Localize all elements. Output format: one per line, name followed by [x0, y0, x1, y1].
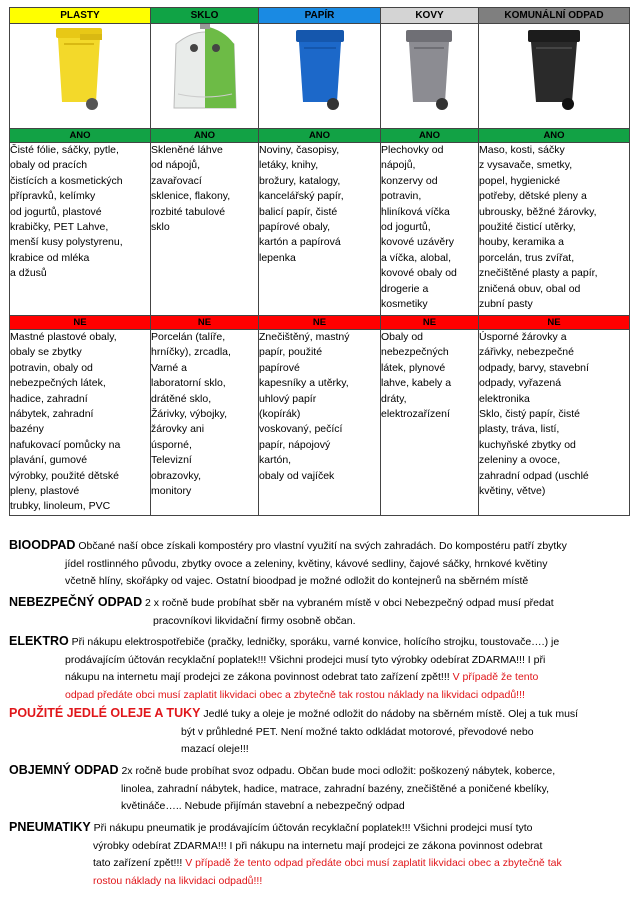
item-line: a víčka, alobal,	[381, 251, 452, 264]
item-line: elektronika	[479, 392, 530, 405]
warning-text: odpad předáte obci musí zaplatit likvidaci obec a zbytečně tak rostou náklady na likvidaci odpadů!!!	[65, 688, 525, 701]
section-nebezpecny-odpad	[9, 594, 629, 630]
section-line: květináče….. Nebude přijímán stavební a nebezpečný odpad	[121, 800, 405, 812]
item-line: odpady, barvy, stavební	[479, 361, 589, 374]
warning-text: V případě že tento odpad předáte obci musí zaplatit likvidaci obec a zbytečně tak	[185, 857, 562, 869]
yes-items-row	[10, 143, 630, 316]
item-line: brožury, katalogy,	[259, 174, 341, 187]
no-list-sklo	[151, 330, 259, 516]
item-line: kapesníky a utěrky,	[259, 377, 349, 390]
item-line: zničená obuv, obal od	[479, 282, 581, 295]
section-line: jídel rostlinného původu, zbytky ovoce a zeleniny, květiny, kávové sedliny, čajové sáčky, hrnkové květiny	[65, 557, 548, 570]
section-objemny-odpad	[9, 762, 629, 816]
yes-list-komunalni	[479, 143, 630, 316]
item-line: uhlový papír	[259, 392, 317, 405]
item-line: papírové obaly,	[259, 221, 331, 234]
section-elektro	[9, 633, 629, 704]
section-title: OBJEMNÝ ODPAD	[9, 763, 119, 777]
section-title: NEBEZPEČNÝ ODPAD	[9, 595, 143, 609]
section-line: linolea, zahradní nábytek, hadice, matrace, zahradní bazény, znečištěné a poničené kbelíky,	[121, 782, 550, 795]
yellow-bin-icon	[50, 24, 110, 112]
item-line: plavání, gumové	[10, 454, 88, 467]
ne-label: NE	[259, 316, 381, 330]
item-line: nebezpečných	[381, 346, 449, 359]
item-line: drátěné sklo,	[151, 392, 212, 405]
no-list-papir	[259, 330, 381, 516]
ano-label: ANO	[479, 129, 630, 143]
item-line: kosmetiky	[381, 298, 428, 311]
no-list-komunalni	[479, 330, 630, 516]
yes-list-papir	[259, 143, 381, 316]
item-line: menší kusy polystyrenu,	[10, 236, 123, 249]
item-line: popel, hygienické	[479, 174, 561, 187]
warning-text: rostou náklady na likvidaci odpadů!!!	[93, 874, 263, 887]
item-line: z vysavače, smetky,	[479, 159, 573, 172]
item-line: konzervy od	[381, 174, 438, 187]
item-line: krabice od mléka	[10, 251, 90, 264]
item-line: nápojů,	[381, 159, 416, 172]
item-line: látek, plynové	[381, 361, 446, 374]
item-line: přípravků, kelímky	[10, 190, 96, 203]
item-line: kartón,	[259, 454, 292, 467]
item-line: houby, keramika a	[479, 236, 565, 249]
grey-bin-icon	[400, 24, 460, 112]
item-line: Obaly od	[381, 331, 424, 343]
bin-cell-papir	[259, 24, 381, 129]
item-line: znečištěné plasty a papír,	[479, 267, 598, 280]
item-line: papírové	[259, 361, 300, 374]
item-line: elektrozařízení	[381, 408, 450, 421]
item-line: použité čisticí utěrky,	[479, 221, 576, 234]
item-line: voskovaný, pečící	[259, 423, 343, 436]
item-line: Plechovky od	[381, 144, 444, 156]
item-line: výrobky, použité dětské	[10, 469, 119, 482]
item-line: odpady, vyřazená	[479, 377, 562, 390]
item-line: porcelán, trus zvířat,	[479, 251, 575, 264]
item-line: květiny, větve)	[479, 485, 546, 498]
item-line: papír, nápojový	[259, 438, 331, 451]
item-line: balicí papír, čisté	[259, 205, 338, 218]
item-line: hrníčky), zrcadla,	[151, 346, 231, 359]
ne-label: NE	[381, 316, 479, 330]
header-plasty: PLASTY	[10, 8, 151, 24]
no-items-row	[10, 330, 630, 516]
item-line: Skleněné láhve	[151, 144, 223, 156]
section-title: BIOODPAD	[9, 538, 76, 552]
item-line: zeleniny a ovoce,	[479, 454, 561, 467]
section-line: pracovníkovi likvidační firmy osobně občan.	[153, 614, 356, 627]
section-oleje	[9, 705, 629, 759]
item-line: zářivky, nebezpečné	[479, 346, 574, 359]
item-line: Sklo, čistý papír, čisté	[479, 408, 580, 421]
item-line: obaly od pracích	[10, 159, 88, 172]
item-line: nafukovací pomůcky na	[10, 438, 121, 451]
item-line: hliníková víčka	[381, 205, 450, 218]
item-line: obaly se zbytky	[10, 346, 82, 359]
section-line: včetně hlíny, skořápky od vajec. Ostatní bioodpad je možné odložit do kontejnerů na sběrném místě	[65, 575, 529, 587]
no-list-plasty	[10, 330, 151, 516]
ano-label: ANO	[381, 129, 479, 143]
item-line: potravin, obaly od	[10, 361, 93, 374]
section-pneumatiky	[9, 819, 629, 890]
yes-list-kovy	[381, 143, 479, 316]
section-line: Občané naší obce získali kompostéry pro vlastní využití na svých zahradách. Do kompostéru patří zbytky	[78, 540, 567, 552]
item-line: laboratorní sklo,	[151, 377, 226, 390]
waste-sorting-table	[9, 7, 630, 516]
item-line: a džusů	[10, 267, 47, 280]
item-line: Televizní	[151, 454, 192, 467]
blue-bin-icon	[290, 24, 350, 112]
section-title: ELEKTRO	[9, 634, 69, 648]
item-line: sklenice, flakony,	[151, 190, 231, 203]
header-row	[10, 8, 630, 24]
item-line: lepenka	[259, 251, 296, 264]
item-line: Mastné plastové obaly,	[10, 331, 117, 343]
item-line: rozbité tabulové	[151, 205, 226, 218]
black-bin-icon	[522, 24, 586, 112]
item-line: úsporné,	[151, 438, 192, 451]
item-line: zavařovací	[151, 174, 202, 187]
item-line: monitory	[151, 485, 192, 498]
item-line: nebezpečných látek,	[10, 377, 106, 390]
item-line: papír, použité	[259, 346, 323, 359]
section-title: PNEUMATIKY	[9, 820, 91, 834]
section-line: být v průhledné PET. Není možné takto odkládat motorové, převodové nebo	[181, 725, 534, 738]
item-line: Noviny, časopisy,	[259, 144, 340, 156]
item-line: potřeby, dětské pleny a	[479, 190, 587, 203]
item-line: od jogurtů, plastové	[10, 205, 102, 218]
bin-images-row	[10, 24, 630, 129]
ne-label: NE	[151, 316, 259, 330]
item-line: trubky, linoleum, PVC	[10, 500, 111, 513]
section-line: mazací oleje!!!	[181, 743, 249, 755]
item-line: bazény	[10, 423, 44, 436]
no-list-kovy	[381, 330, 479, 516]
ne-row	[10, 316, 630, 330]
item-line: čistících a kosmetických	[10, 174, 123, 187]
item-line: zubní pasty	[479, 298, 533, 311]
item-line: krabičky, PET Lahve,	[10, 221, 109, 234]
section-line: Jedlé tuky a oleje je možné odložit do nádoby na sběrném místě. Olej a tuk musí	[203, 708, 579, 720]
ano-label: ANO	[10, 129, 151, 143]
section-line: tato zařízení zpět!!!	[93, 857, 183, 869]
yes-list-plasty	[10, 143, 151, 316]
section-line: 2 x ročně bude probíhat sběr na vybraném místě v obci Nebezpečný odpad musí předat	[145, 597, 554, 609]
item-line: kartón a papírová	[259, 236, 341, 249]
item-line: obaly od vajíček	[259, 469, 335, 482]
item-line: ubrousky, běžné žárovky,	[479, 205, 597, 218]
item-line: Znečištěný, mastný	[259, 331, 350, 343]
section-line: prodávajícím účtován recyklační poplatek!!! Všichni prodejci musí tyto výrobky odebírat ZDARMA!!! I při	[65, 653, 546, 666]
item-line: od nápojů,	[151, 159, 201, 172]
item-line: (kopírák)	[259, 408, 301, 421]
item-line: žárovky ani	[151, 423, 205, 436]
section-line: Při nákupu elektrospotřebiče (pračky, ledničky, sporáku, varné konvice, holícího strojku, toustovače….) je	[71, 636, 560, 648]
item-line: nábytek, zahradní	[10, 408, 94, 421]
bin-cell-plasty	[10, 24, 151, 129]
header-komunalni: KOMUNÁLNÍ ODPAD	[479, 8, 630, 24]
section-line: 2x ročně bude probíhat svoz odpadu. Občan bude moci odložit: poškozený nábytek, koberce,	[121, 765, 556, 777]
item-line: Čisté fólie, sáčky, pytle,	[10, 144, 119, 156]
item-line: Žárivky, výbojky,	[151, 408, 228, 421]
ano-row	[10, 129, 630, 143]
glass-bank-icon	[166, 24, 244, 116]
header-sklo: SKLO	[151, 8, 259, 24]
item-line: lahve, kabely a	[381, 377, 452, 390]
item-line: Maso, kosti, sáčky	[479, 144, 565, 156]
yes-list-sklo	[151, 143, 259, 316]
item-line: pleny, plastové	[10, 485, 80, 498]
item-line: Úsporné žárovky a	[479, 331, 567, 343]
bin-cell-kovy	[381, 24, 479, 129]
ne-label: NE	[479, 316, 630, 330]
item-line: letáky, knihy,	[259, 159, 319, 172]
item-line: zahradní odpad (uschlé	[479, 469, 589, 482]
ano-label: ANO	[259, 129, 381, 143]
item-line: kovové obaly od	[381, 267, 457, 280]
item-line: drogerie a	[381, 282, 429, 295]
item-line: Porcelán (talíře,	[151, 331, 226, 343]
bin-cell-komunalni	[479, 24, 630, 129]
section-line: Při nákupu pneumatik je prodávajícím účtován recyklační poplatek!!! Všichni prodejci musí tyto	[93, 822, 533, 834]
item-line: dráty,	[381, 392, 407, 405]
item-line: sklo	[151, 221, 170, 234]
item-line: kovové uzávěry	[381, 236, 454, 249]
item-line: potravin,	[381, 190, 422, 203]
item-line: plasty, tráva, listí,	[479, 423, 560, 436]
item-line: od jogurtů,	[381, 221, 431, 234]
section-title: POUŽITÉ JEDLÉ OLEJE A TUKY	[9, 706, 201, 720]
item-line: obrazovky,	[151, 469, 201, 482]
item-line: kuchyňské zbytky od	[479, 438, 576, 451]
bin-cell-sklo	[151, 24, 259, 129]
item-line: kancelářský papír,	[259, 190, 344, 203]
header-kovy: KOVY	[381, 8, 479, 24]
section-bioodpad	[9, 537, 629, 591]
ano-label: ANO	[151, 129, 259, 143]
section-line: nákupu na internetu mají prodejci ze zákona povinnost odebrat tato zařízení zpět!!!	[65, 671, 450, 683]
header-papir: PAPÍR	[259, 8, 381, 24]
item-line: Varné a	[151, 361, 187, 374]
ne-label: NE	[10, 316, 151, 330]
warning-text: V případě že tento	[452, 671, 539, 683]
item-line: hadice, zahradní	[10, 392, 88, 405]
section-line: výrobky odebírat ZDARMA!!! I při nákupu na internetu mají prodejci ze zákona povinnost odebrat	[93, 839, 543, 852]
